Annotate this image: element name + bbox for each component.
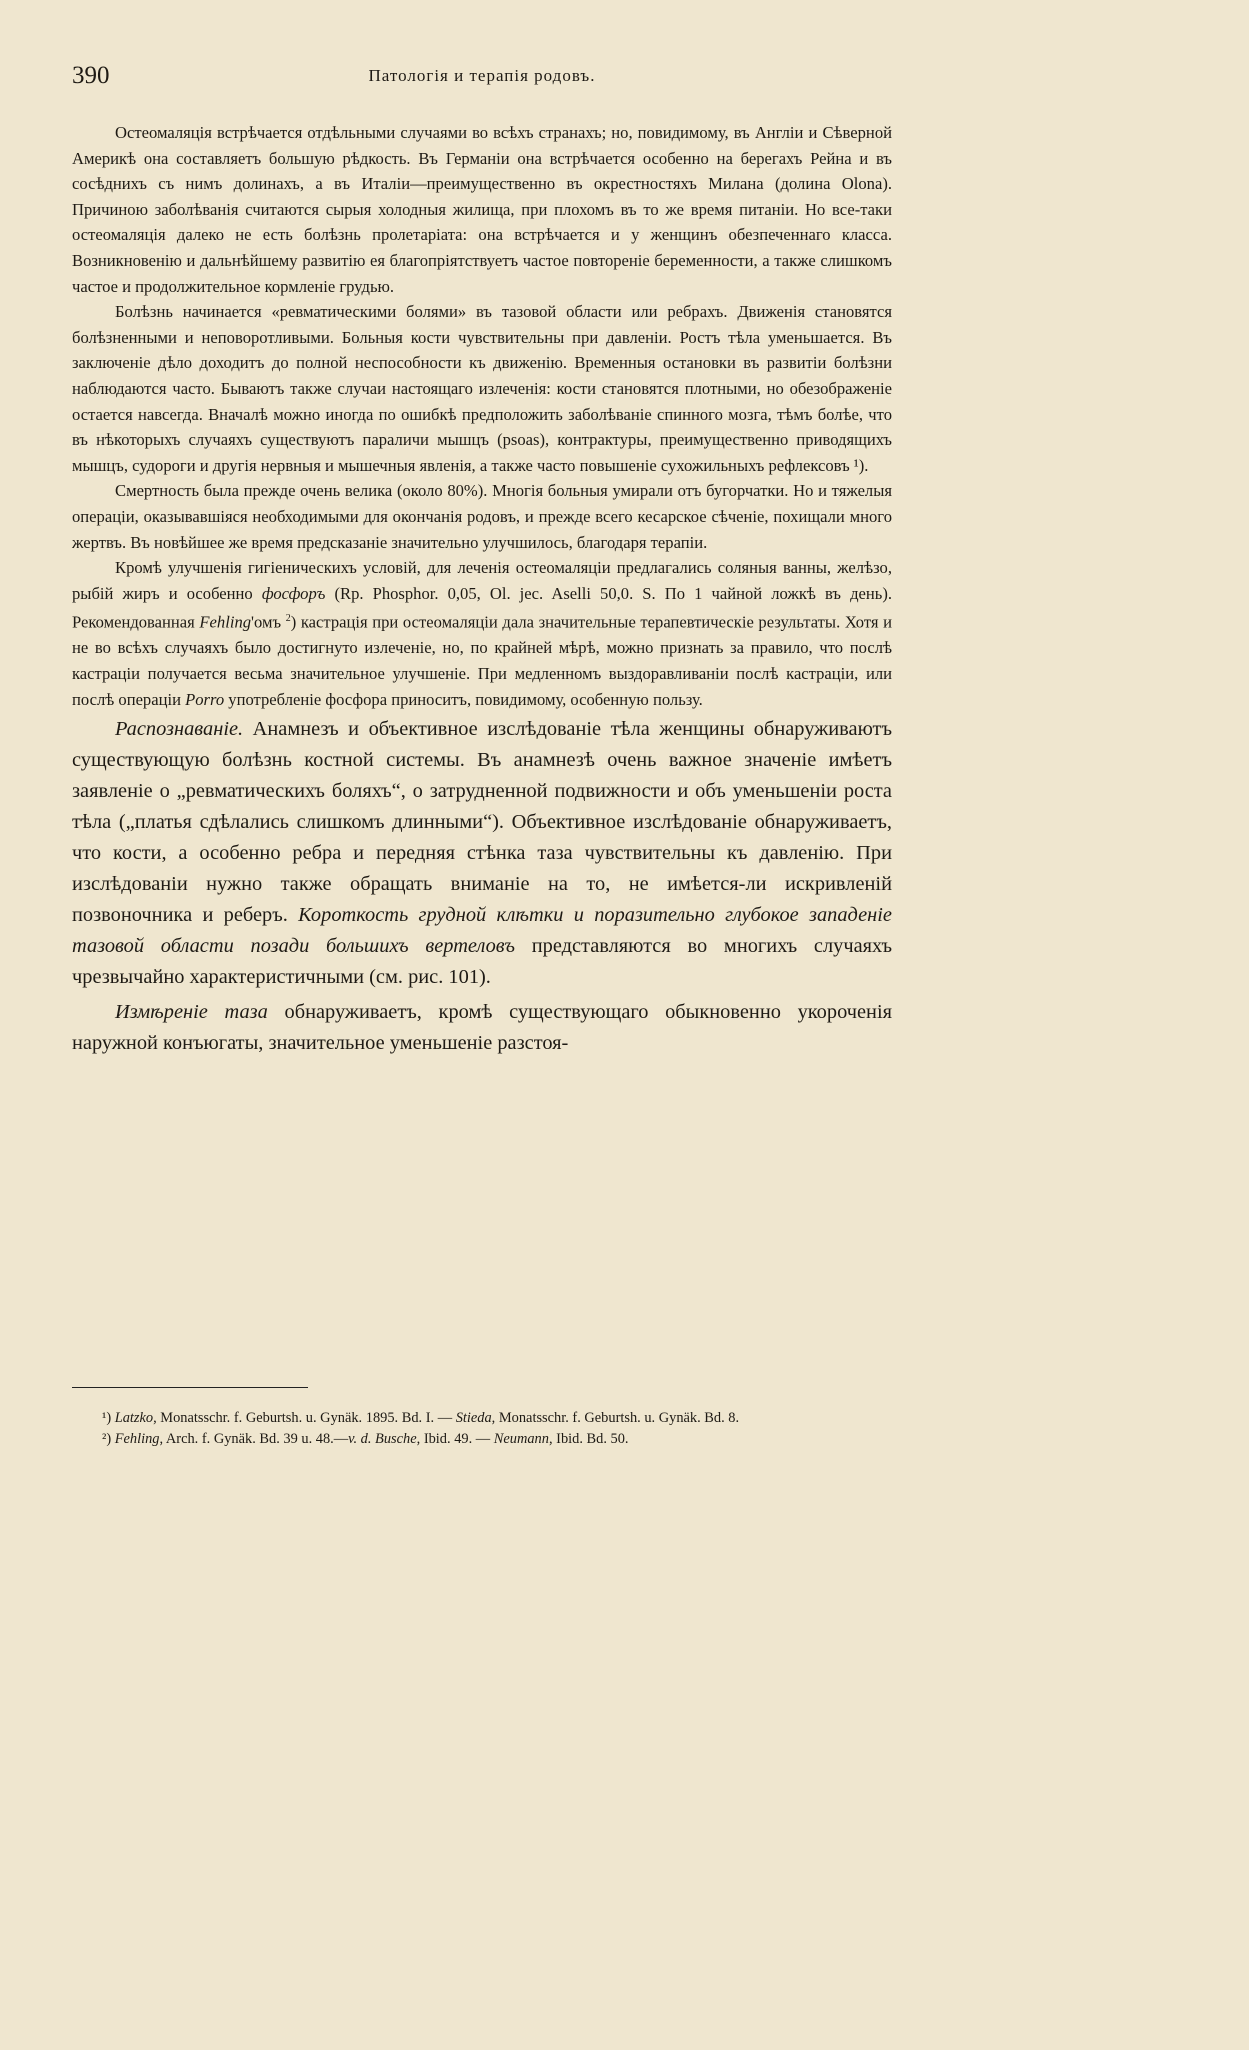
large-print-section [72, 714, 892, 1059]
footnote-ref-2: 2 [285, 613, 291, 625]
body-text [72, 120, 892, 1059]
paragraph-disease-course: Болѣзнь начинается «ревматическими болями» въ тазовой области или ребрахъ. Движенія становятся болѣзненными и неповоротливыми. Больныя кости чувствительны при давленіи. Ростъ тѣла уменьшается. Въ заключеніе дѣло доходитъ до полной неспособности къ движенію. Временныя остановки въ развитіи болѣзни наблюдаются часто. Бываютъ также случаи настоящаго излеченія: кости становятся плотными, но обезображеніе остается навсегда. Вначалѣ можно иногда по ошибкѣ предположить заболѣваніе спинного мозга, тѣмъ болѣе, что въ нѣкоторыхъ случаяхъ существуютъ параличи мышцъ (psoas), контрактуры, преимущественно приводящихъ мышцъ, судороги и другія нервныя и мышечныя явленія, а также часто повышеніе сухожильныхъ рефлексовъ ¹). [72, 302, 892, 475]
paragraph-pelvis-measurement: Измѣреніе таза обнаруживаетъ, кромѣ существующаго обыкновенно укороченія наружной конъюгаты, значительное уменьшеніе разстоя- [72, 1001, 892, 1055]
paragraph-osteomalacia-geography: Остеомаляція встрѣчается отдѣльными случаями во всѣхъ странахъ; но, повидимому, въ Англіи и Сѣверной Америкѣ она составляетъ большую рѣдкость. Въ Германіи она встрѣчается особенно на берегахъ Рейна и въ сосѣднихъ съ нимъ долинахъ, а въ Италіи—преимущественно въ окрестностяхъ Милана (долина Olona). Причиною заболѣванія считаются сырыя холодныя жилища, при плохомъ въ то же время питаніи. Но все-таки остеомаляція далеко не есть болѣзнь пролетаріата: она встрѣчается и у женщинъ обезпеченнаго класса. Возникновенію и дальнѣйшему развитію ея благопріятствуетъ частое повтореніе беременности, а также слишкомъ частое и продолжительное кормленіе грудью. [72, 123, 892, 296]
paragraph-diagnosis: Распознаваніе. Анамнезъ и объективное изслѣдованіе тѣла женщины обнаруживаютъ существующую болѣзнь костной системы. Въ анамнезѣ очень важное значеніе имѣетъ заявленіе о „ревматическихъ боляхъ“, о затрудненной подвижности и объ уменьшеніи роста тѣла („платья сдѣлались слишкомъ длинными“). Объективное изслѣдованіе обнаруживаетъ, что кости, а особенно ребра и передняя стѣнка таза чувствительны къ давленію. При изслѣдованіи нужно также обращать вниманіе на то, не имѣется-ли искривленій позвоночника и реберъ. Короткость грудной клѣтки и поразительно глубокое западеніе тазовой области позади большихъ вертеловъ представляются во многихъ случаяхъ чрезвычайно характеристичными (см. рис. 101). [72, 718, 892, 989]
heading-pelvis-measurement: Измѣреніе таза [115, 1001, 268, 1024]
term-phosphorus: фосфоръ [261, 583, 326, 603]
author-porro: Porro [185, 689, 225, 709]
running-title: Патологія и терапія родовъ. [368, 66, 596, 85]
page-number: 390 [72, 62, 110, 89]
page-header [72, 62, 892, 92]
footnote-1: ¹) Latzko, Monatsschr. f. Geburtsh. u. Gynäk. 1895. Bd. I. — Stieda, Monatsschr. f. Geburtsh. u. Gynäk. Bd. 8. [102, 1410, 740, 1426]
heading-diagnosis: Распознаваніе. [115, 718, 244, 741]
footnote-divider [72, 1387, 308, 1388]
paragraph-treatment: Кромѣ улучшенія гигіеническихъ условій, для леченія остеомаляціи предлагались соляныя ванны, желѣзо, рыбій жиръ и особенно фосфоръ (Rp. Phosphor. 0,05, Ol. jec. Aselli 50,0. S. По 1 чайной ложкѣ въ день). Рекомендованная Fehling'омъ $^2$) кастрація при остеомаляціи дала значительные терапевтическіе результаты. Хотя и не во всѣхъ случаяхъ было достигнуто излеченіе, но, по крайней мѣрѣ, можно признать за правило, что послѣ кастраціи получается весьма значительное улучшеніе. При медленномъ выздоравливаніи послѣ кастраціи, или послѣ операціи Porro употребленіе фосфора приноситъ, повидимому, особенную пользу. [72, 558, 893, 709]
paragraph-mortality: Смертность была прежде очень велика (около 80%). Многія больныя умирали отъ бугорчатки. Но и тяжелыя операціи, оказывавшіяся необходимыми для окончанія родовъ, и прежде всего кесарское сѣченіе, похищали много жертвъ. Въ новѣйшее же время предсказаніе значительно улучшилось, благодаря терапіи. [72, 481, 892, 552]
small-print-section [72, 120, 892, 712]
emphasis-signs: Короткость грудной клѣтки и поразительно глубокое западеніе тазовой области позади большихъ вертеловъ [72, 904, 892, 958]
author-fehling: Fehling [199, 612, 252, 632]
footnotes [72, 1408, 892, 1449]
footnote-2: ²) Fehling, Arch. f. Gynäk. Bd. 39 u. 48.—v. d. Busche, Ibid. 49. — Neumann, Ibid. Bd. 50. [102, 1430, 629, 1447]
